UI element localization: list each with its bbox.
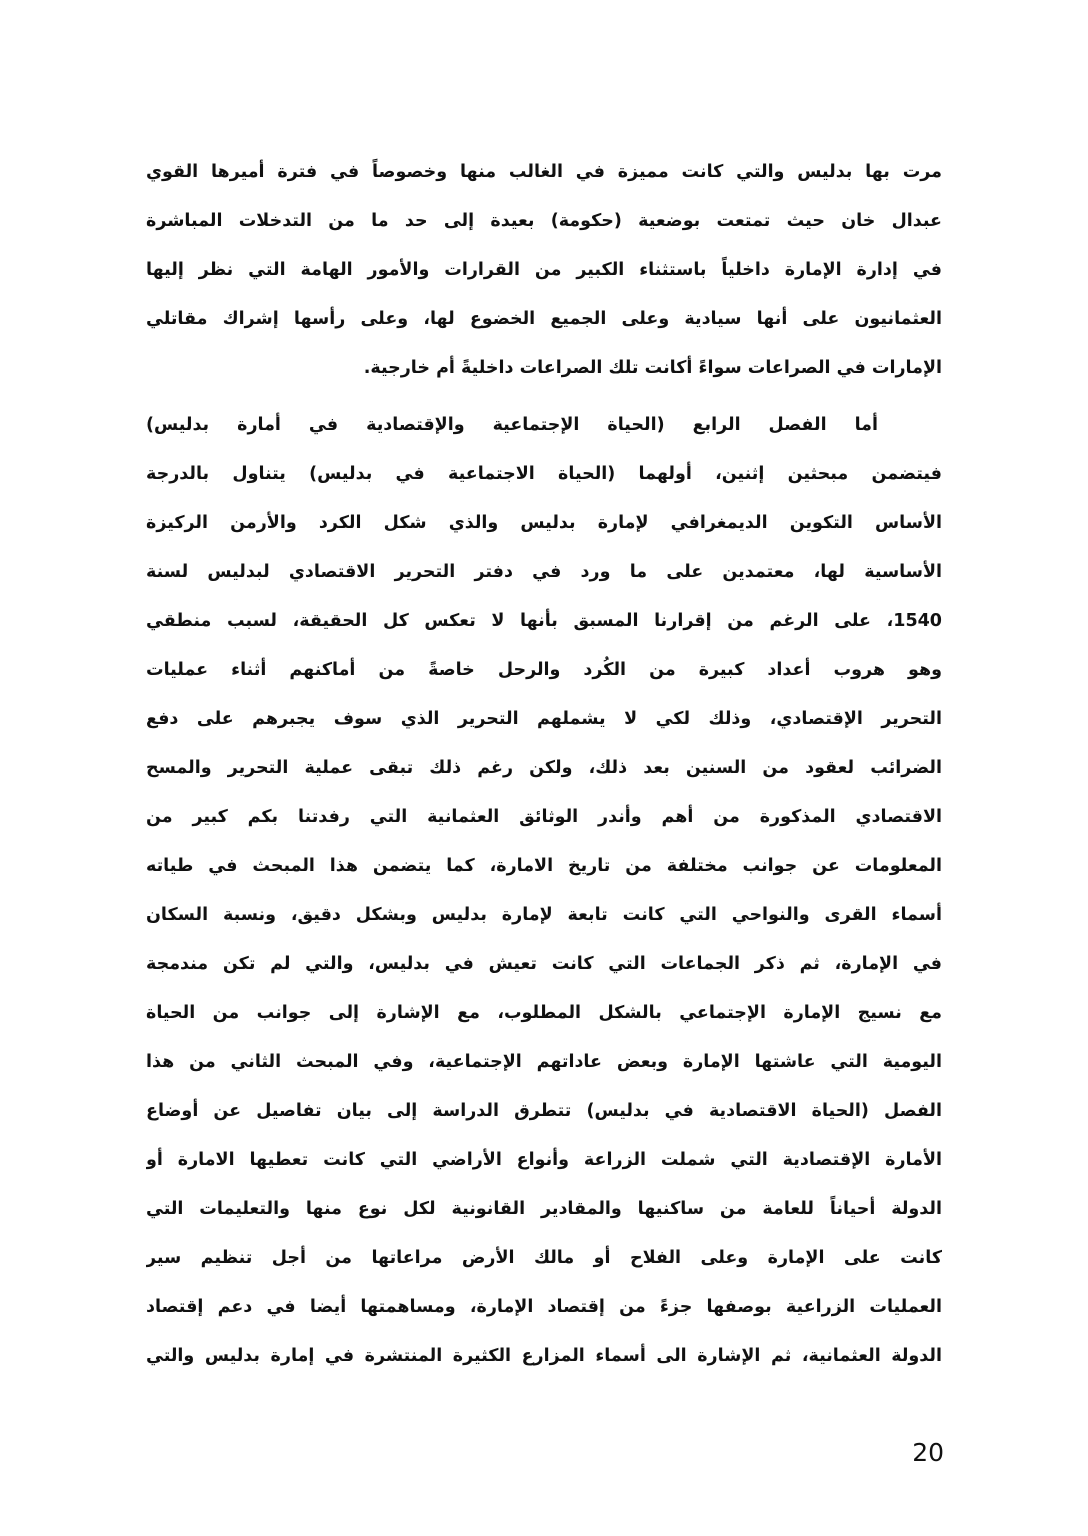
text-line: المعلومات عن جوانب مختلفة من تاريخ الامارة، كما يتضمن هذا المبحث في طياته bbox=[146, 856, 942, 876]
text-line: اليومية التي عاشتها الإمارة وبعض عاداتهم الإجتماعية، وفي المبحث الثاني من هذا bbox=[146, 1052, 942, 1072]
text-line: أسماء القرى والنواحي التي كانت تابعة لإمارة بدليس وبشكل دقيق، ونسبة السكان bbox=[146, 905, 942, 925]
text-line: الإمارات في الصراعات سواءً أكانت تلك الصراعات داخليةً أم خارجية. bbox=[363, 358, 942, 378]
text-line: عبدال خان حيث تمتعت بوضعية (حكومة) بعيدة إلى حد ما من التدخلات المباشرة bbox=[146, 211, 942, 231]
text-line: 1540، على الرغم من إقرارنا المسبق بأنها لا تعكس كل الحقيقة، لسبب منطقي bbox=[146, 611, 942, 631]
paragraph-2 bbox=[146, 401, 942, 1381]
paragraph-1 bbox=[146, 148, 942, 393]
text-line: وهو هروب أعداد كبيرة من الكُرد والرحل خاصةً من أماكنهم أثناء عمليات bbox=[146, 660, 942, 680]
text-line: التحرير الإقتصادي، وذلك لكي لا يشملهم التحرير الذي سوف يجبرهم على دفع bbox=[146, 709, 942, 729]
text-line: الاقتصادي المذكورة من أهم وأندر الوثائق العثمانية التي رفدتنا بكم كبير من bbox=[146, 807, 942, 827]
text-line: الدولة أحياناً للعامة من ساكنيها والمقادير القانونية لكل نوع منها والتعليمات التي bbox=[146, 1199, 942, 1219]
text-line: العمليات الزراعية بوصفها جزءً من إقتصاد الإمارة، ومساهمتها أيضا في دعم إقتصاد bbox=[146, 1297, 942, 1317]
text-line: الأساس التكوين الديمغرافي لإمارة بدليس والذي شكل الكرد والأرمن الركيزة bbox=[146, 513, 942, 533]
text-line: الدولة العثمانية، ثم الإشارة الى أسماء المزارع الكثيرة المنتشرة في إمارة بدليس والتي bbox=[146, 1346, 942, 1366]
text-line: في إدارة الإمارة داخلياً باستثناء الكبير من القرارات والأمور الهامة التي نظر إليها bbox=[146, 260, 942, 280]
text-line: الفصل (الحياة الاقتصادية في بدليس) تتطرق الدراسة إلى بيان تفاصيل عن أوضاع bbox=[146, 1101, 942, 1121]
page-number: 20 bbox=[912, 1438, 944, 1467]
paragraph-gap bbox=[146, 393, 942, 401]
body-text bbox=[146, 148, 942, 1381]
text-line: العثمانيون على أنها سيادية وعلى الجميع الخضوع لها، وعلى رأسها إشراك مقاتلي bbox=[146, 309, 942, 329]
text-line: فيتضمن مبحثين إثنين، أولهما (الحياة الاجتماعية في بدليس) يتناول بالدرجة bbox=[146, 464, 942, 484]
text-line: مرت بها بدليس والتي كانت مميزة في الغالب منها وخصوصاً في فترة أميرها القوي bbox=[146, 162, 942, 182]
text-line: الضرائب لعقود من السنين بعد ذلك، ولكن رغم ذلك تبقى عملية التحرير والمسح bbox=[146, 758, 942, 778]
text-line: مع نسيج الإمارة الإجتماعي بالشكل المطلوب، مع الإشارة إلى جوانب من الحياة bbox=[146, 1003, 942, 1023]
text-line: الأمارة الإقتصادية التي شملت الزراعة وأنواع الأراضي التي كانت تعطيها الامارة أو bbox=[146, 1150, 942, 1170]
text-line: في الإمارة، ثم ذكر الجماعات التي كانت تعيش في بدليس، والتي لم تكن مندمجة bbox=[146, 954, 942, 974]
text-line: كانت على الإمارة وعلى الفلاح أو مالك الأرض مراعاتها من أجل تنظيم سير bbox=[146, 1248, 942, 1268]
text-line: الأساسية لها، معتمدين على ما ورد في دفتر التحرير الاقتصادي لبدليس لسنة bbox=[146, 562, 942, 582]
text-line: أما الفصل الرابع (الحياة الإجتماعية والإقتصادية في أمارة بدليس) bbox=[146, 415, 878, 435]
